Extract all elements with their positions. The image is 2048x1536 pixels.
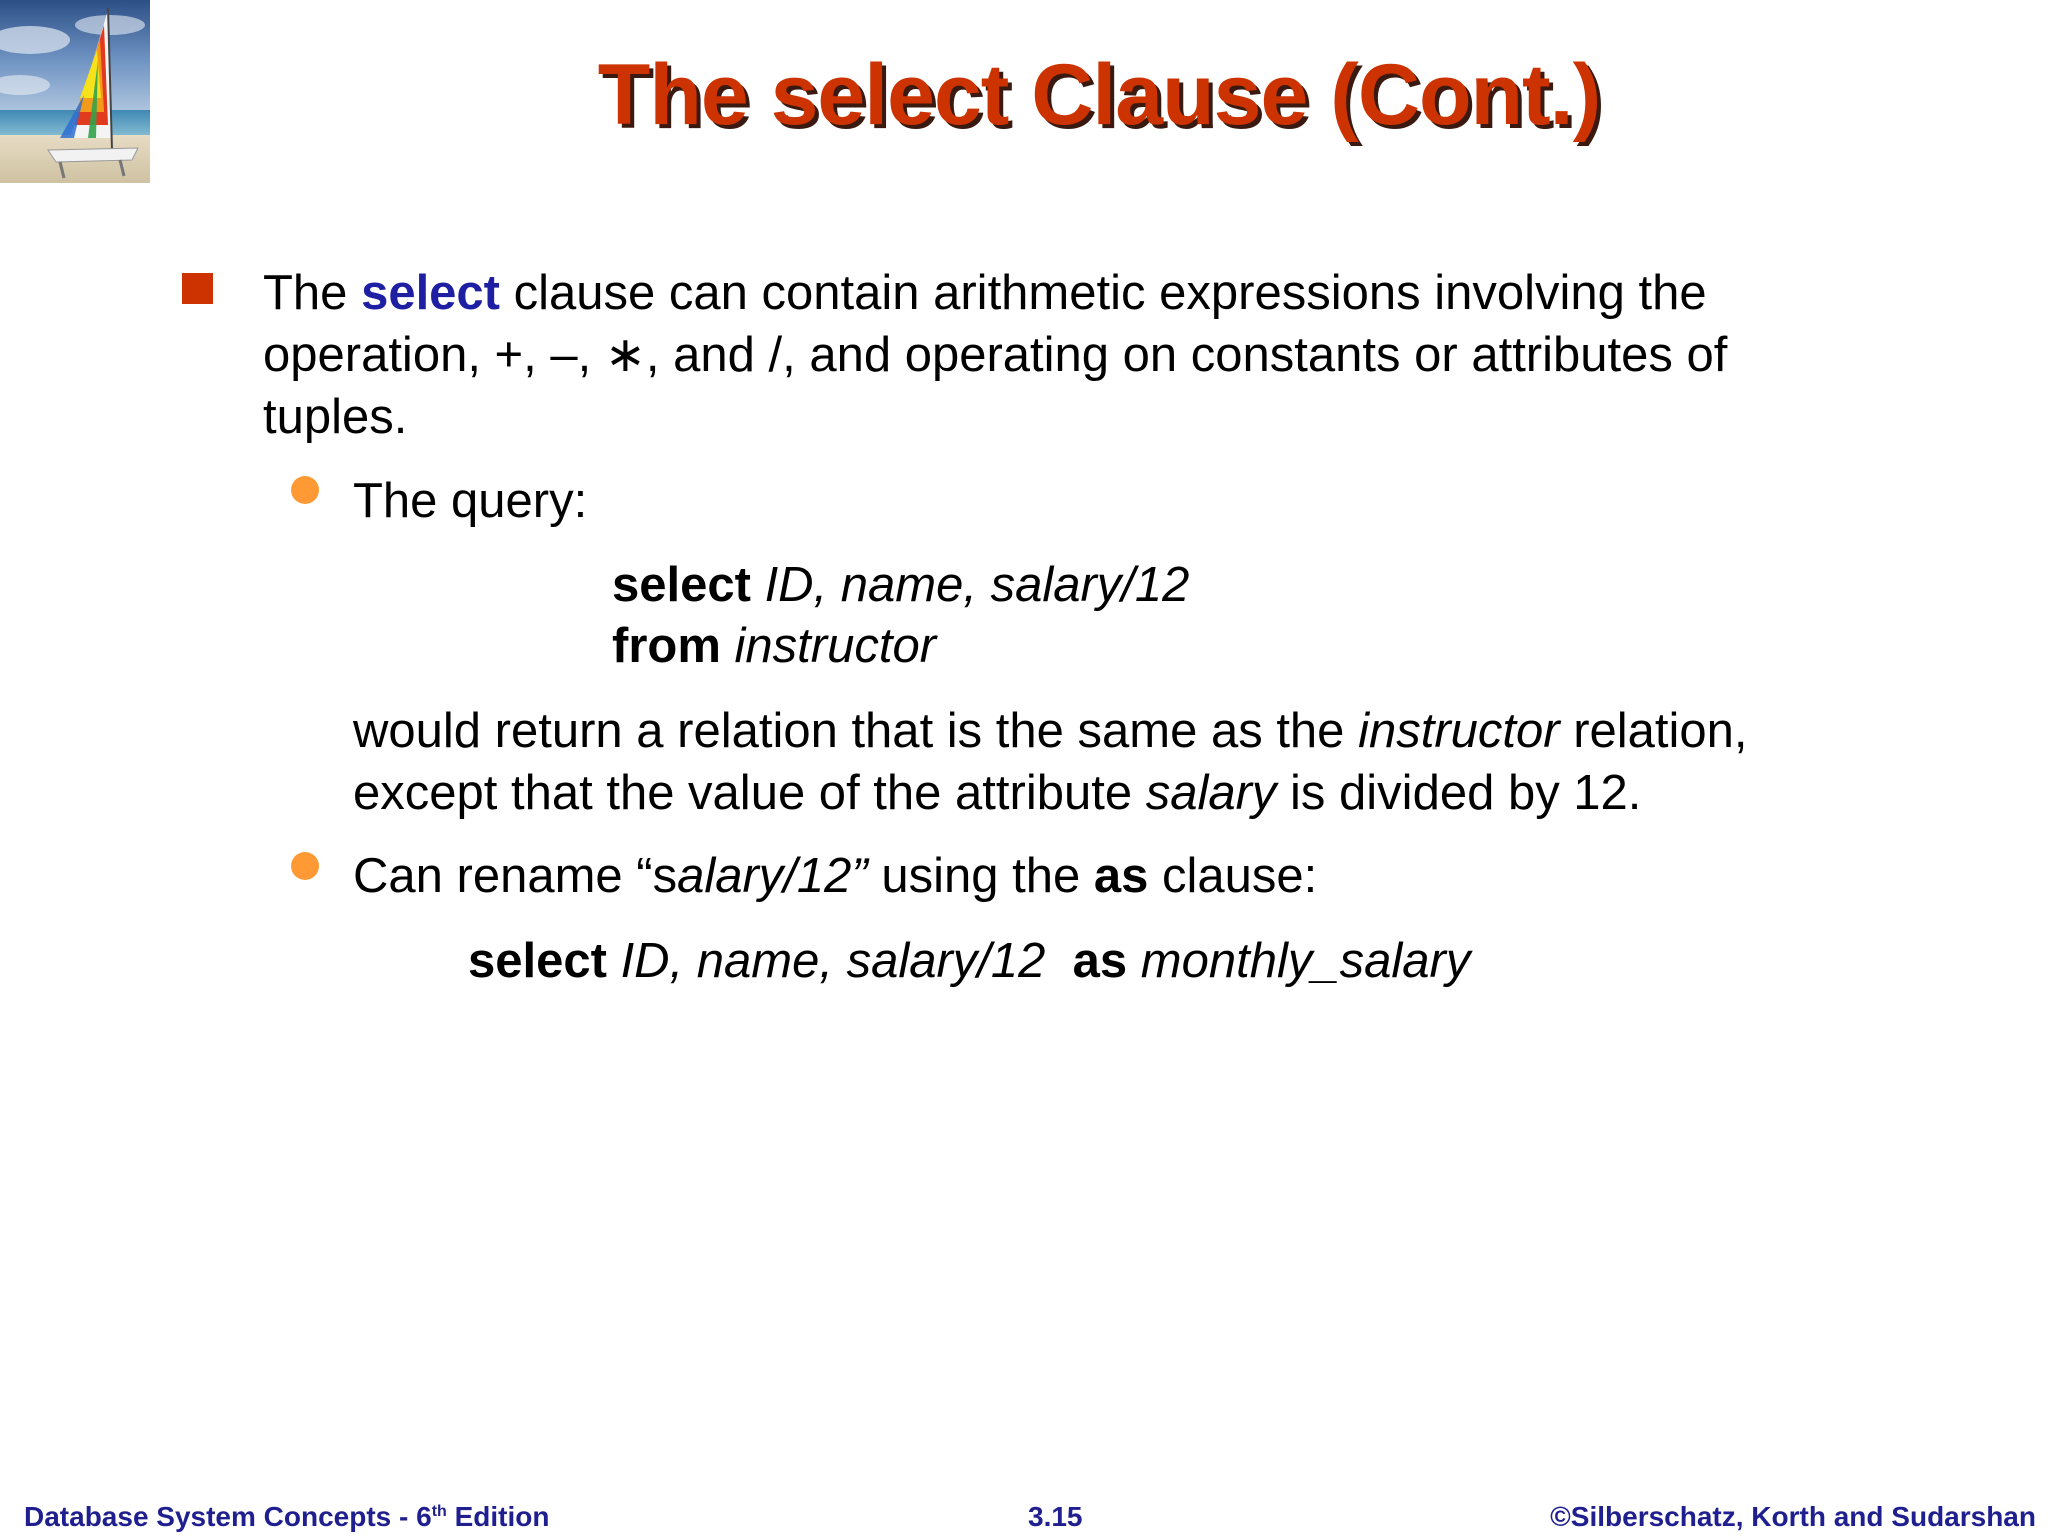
select-keyword: select — [612, 558, 751, 612]
round-bullet — [291, 476, 319, 504]
rename-line — [353, 845, 1317, 907]
select-keyword: select — [468, 934, 607, 988]
footer-slide-number: 3.15 — [1028, 1501, 1083, 1532]
footer-superscript: th — [431, 1503, 447, 1520]
footer-book-title — [24, 1501, 549, 1533]
as-keyword: as — [1072, 934, 1128, 988]
rename-code-line — [468, 930, 1470, 992]
text-fragment: The — [263, 266, 348, 320]
code-fragment: ID, name, salary/12 — [620, 934, 1046, 988]
footer-copyright: ©Silberschatz, Korth and Sudarshan — [1550, 1501, 2036, 1532]
query-label: The query: — [353, 474, 588, 528]
text-fragment: is divided by 12. — [1290, 766, 1642, 820]
code-fragment: monthly_salary — [1140, 934, 1471, 988]
code-line-select — [612, 554, 1189, 616]
main-bullet-line-1 — [263, 262, 1707, 324]
text-fragment: would return a relation that is the same as the — [353, 704, 1345, 758]
text-fragment: clause: — [1161, 849, 1318, 903]
text-fragment: alary/12” — [677, 849, 868, 903]
footer-text: Database System Concepts - 6 — [24, 1501, 432, 1532]
text-fragment: except that the value of the attribute — [353, 766, 1133, 820]
text-fragment: salary — [1145, 766, 1277, 820]
text-fragment: using the — [881, 849, 1081, 903]
as-keyword: as — [1093, 849, 1149, 903]
main-bullet-line-3: tuples. — [263, 390, 408, 444]
result-line-1 — [353, 700, 1748, 762]
select-keyword: select — [361, 266, 500, 320]
square-bullet — [182, 273, 213, 304]
result-line-2 — [353, 762, 1641, 824]
code-fragment: instructor — [734, 619, 937, 673]
code-line-from — [612, 615, 936, 677]
round-bullet — [291, 852, 319, 880]
main-bullet-line-2: operation, +, –, ∗, and /, and operating on constants or attributes of — [263, 328, 1728, 382]
from-keyword: from — [612, 619, 721, 673]
code-fragment: ID, name, salary/12 — [764, 558, 1190, 612]
text-fragment: instructor — [1358, 704, 1560, 758]
text-fragment: relation, — [1573, 704, 1748, 758]
text-fragment: Can rename “s — [353, 849, 678, 903]
slide-title: The select Clause (Cont.) — [597, 47, 1601, 143]
text-fragment: clause can contain arithmetic expressions involving the — [513, 266, 1707, 320]
footer-text: Edition — [454, 1501, 550, 1532]
